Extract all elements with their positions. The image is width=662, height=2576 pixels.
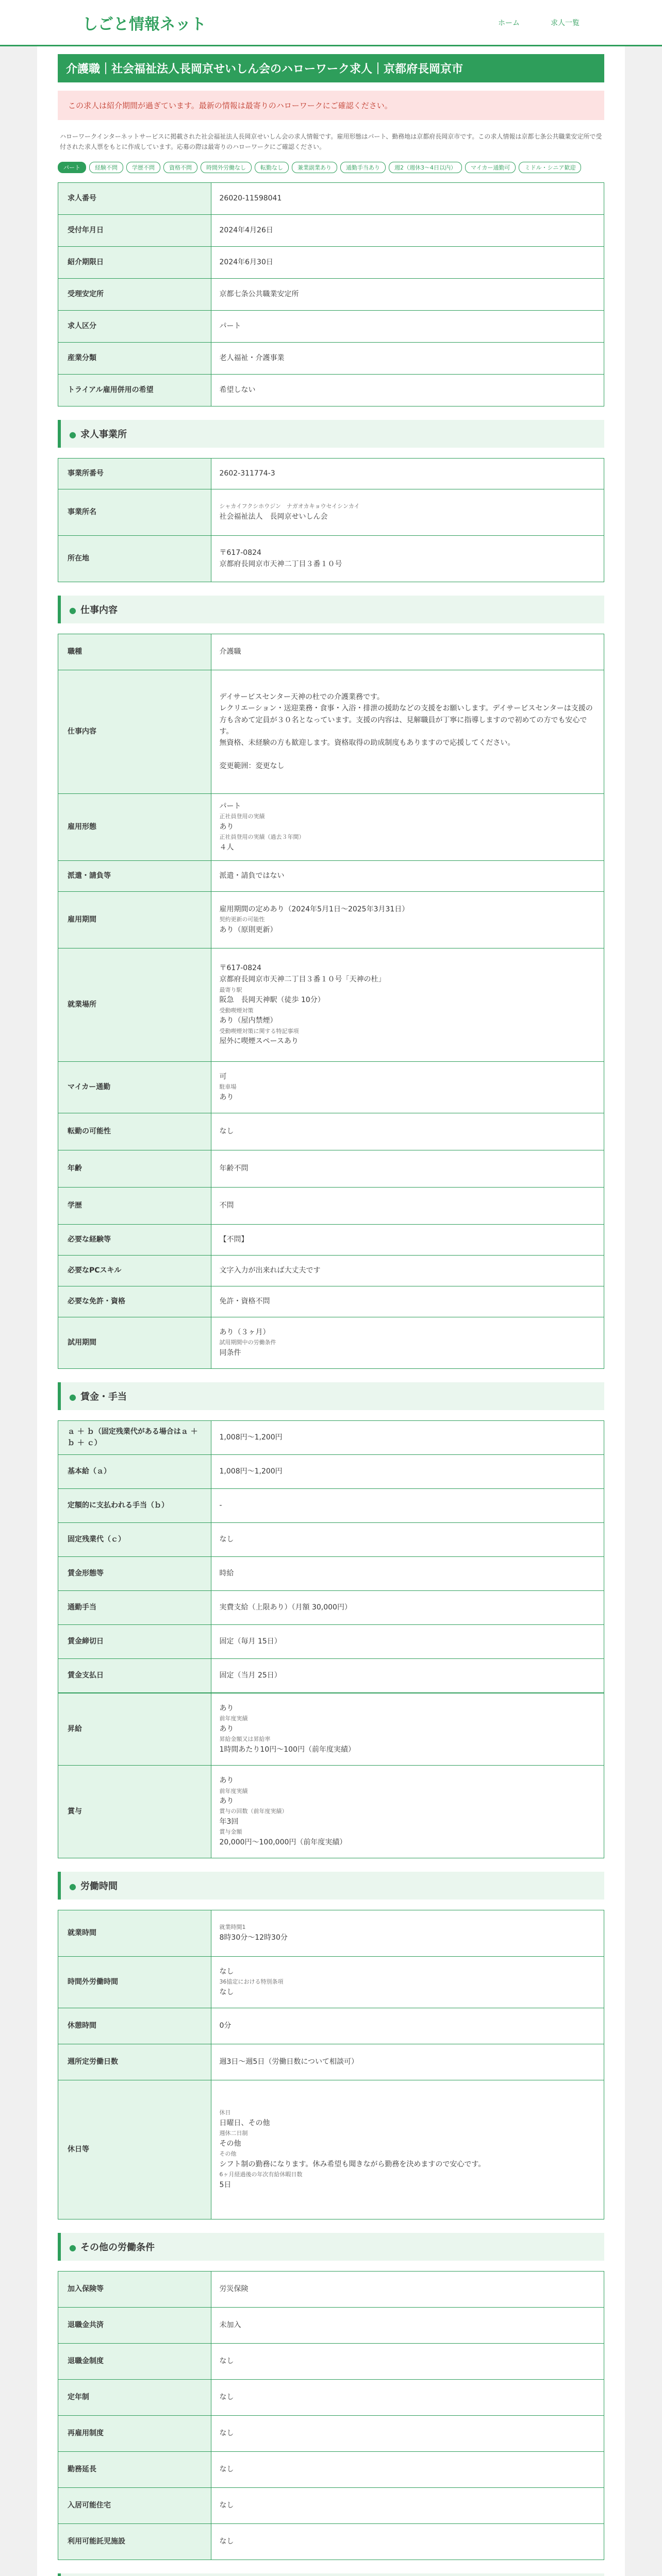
license-label: 必要な免許・資格	[58, 1286, 211, 1317]
row-label: 定年制	[58, 2379, 211, 2415]
row-value: 1,008円〜1,200円	[211, 1420, 604, 1454]
row-value: 2024年4月26日	[211, 214, 604, 246]
site-logo[interactable]: しごと情報ネット	[82, 15, 206, 33]
employment-type-label: 雇用形態	[58, 793, 211, 860]
feature-tag: 転勤なし	[255, 162, 289, 173]
row-label: 退職金共済	[58, 2307, 211, 2343]
row-value: なし	[211, 2523, 604, 2560]
row-label: 基本給（ａ）	[58, 1454, 211, 1488]
row-label: 賃金支払日	[58, 1658, 211, 1692]
row-value: なし	[211, 1522, 604, 1556]
hours-table	[58, 1910, 604, 2219]
holiday-value: 日曜日、その他	[219, 2119, 270, 2127]
regular-hire-count-value: ４人	[219, 843, 234, 852]
section-office-heading: ● 求人事業所	[58, 420, 604, 448]
car-commute-value: 可	[219, 1073, 227, 1081]
job-type-value: 介護職	[211, 634, 604, 670]
regular-hire-count-sublabel: 正社員登用の実績（過去３年間）	[219, 834, 305, 841]
row-value: 実費支給（上限あり）（月額 30,000円）	[211, 1590, 604, 1624]
feature-tag: マイカー通勤可	[465, 162, 516, 173]
raise-prev-value: あり	[219, 1725, 234, 1734]
row-value: -	[211, 1488, 604, 1522]
dispatch-label: 派遣・請負等	[58, 860, 211, 891]
wage-extra-table	[58, 1693, 604, 1858]
table-row	[58, 1522, 604, 1556]
dispatch-value: 派遣・請負ではない	[211, 860, 604, 891]
row-value: 1,008円〜1,200円	[211, 1454, 604, 1488]
table-row	[58, 214, 604, 246]
feature-tag: 兼業副業あり	[292, 162, 337, 173]
feature-tag: 資格不問	[163, 162, 197, 173]
row-value: 26020-11598041	[211, 182, 604, 214]
row-value: 労災保険	[211, 2271, 604, 2307]
row-label: 加入保険等	[58, 2271, 211, 2307]
holiday-sublabel: 休日	[219, 2109, 231, 2116]
work-days-value: 週3日〜週5日（労働日数について相談可）	[211, 2044, 604, 2080]
row-value: なし	[211, 2487, 604, 2523]
car-commute-label: マイカー通勤	[58, 1061, 211, 1113]
weekly-two-days-sublabel: 週休二日制	[219, 2130, 248, 2137]
age-label: 年齢	[58, 1150, 211, 1187]
workplace-label: 就業場所	[58, 948, 211, 1061]
section-other-heading: ● その他の労働条件	[58, 2233, 604, 2261]
job-table	[58, 634, 604, 1369]
overtime-special-value: なし	[219, 1988, 234, 1997]
basic-info-table	[58, 182, 604, 406]
top-bar	[0, 0, 662, 46]
work-time-value: 8時30分〜12時30分	[219, 1933, 288, 1942]
holiday-other-sublabel: その他	[219, 2150, 237, 2158]
table-row	[58, 1454, 604, 1488]
paid-leave-value: 5日	[219, 2180, 231, 2189]
office-name-value: 社会福祉法人 長岡京せいしん会	[219, 512, 328, 521]
job-type-label: 職種	[58, 634, 211, 670]
table-row	[58, 2271, 604, 2307]
feature-tag: ミドル・シニア歓迎	[519, 162, 581, 173]
station-sublabel: 最寄り駅	[219, 986, 242, 993]
pc-skill-label: 必要なPCスキル	[58, 1255, 211, 1286]
row-label: 勤務延長	[58, 2451, 211, 2487]
table-row	[58, 310, 604, 342]
nav-home-link[interactable]: ホーム	[498, 19, 520, 27]
row-label: ａ ＋ ｂ（固定残業代がある場合はａ ＋ ｂ ＋ ｃ）	[58, 1420, 211, 1454]
section-wage-heading: ● 賃金・手当	[58, 1382, 604, 1410]
table-row	[58, 2415, 604, 2451]
table-row	[58, 278, 604, 310]
row-value: 2024年6月30日	[211, 246, 604, 278]
feature-tag: 時間外労働なし	[201, 162, 252, 173]
table-row	[58, 2487, 604, 2523]
row-label: 利用可能託児施設	[58, 2523, 211, 2560]
office-address-value: 〒617-0824 京都府長岡京市天神二丁目３番１０号	[211, 535, 604, 582]
table-row	[58, 374, 604, 406]
office-table	[58, 458, 604, 582]
bonus-amount-sublabel: 賞与金額	[219, 1828, 242, 1836]
raise-amount-sublabel: 昇給金額又は昇給率	[219, 1736, 271, 1743]
work-time-sublabel: 就業時間1	[219, 1924, 246, 1931]
table-row	[58, 246, 604, 278]
office-name-label: 事業所名	[58, 489, 211, 535]
raise-amount-value: 1時間あたり10円〜100円（前年度実績）	[219, 1745, 355, 1754]
row-label: 賃金締切日	[58, 1624, 211, 1658]
job-content-label: 仕事内容	[58, 670, 211, 793]
table-row	[58, 342, 604, 374]
renewal-sublabel: 契約更新の可能性	[219, 916, 265, 923]
bonus-count-sublabel: 賞与の回数（前年度実績）	[219, 1808, 288, 1815]
holiday-other-value: シフト制の勤務になります。休み希望も聞きながら勤務を決めますので安心です。	[219, 2160, 486, 2168]
job-content-value: デイサービスセンター天神の杜での介護業務です。 レクリエーション・送迎業務・食事・入浴・排泄の援助などの支援をお願いします。デイサービスセンターは支援の方も含めて定員が３０名となっています。支援の内容は、見解職員が丁寧に指導しますので初めての方でも安心です。 無資格、未経験の方も歓迎します。資格取得の助成制度もありますので応援してください。 変更範囲：変更なし	[211, 670, 604, 793]
intro-text: ハローワークインターネットサービスに掲載された社会福祉法人長岡京せいしん会の求人情報です。雇用形態はパート、勤務地は京都府長岡京市です。この求人情報は京都七条公共職業安定所で受付された求人票をもとに作成しています。応募の際は最寄りのハローワークにご確認ください。	[60, 133, 602, 151]
page-title: 介護職｜社会福祉法人長岡京せいしん会のハローワーク求人｜京都府長岡京市	[58, 54, 604, 82]
smoking-note-value: 屋外に喫煙スペースあり	[219, 1037, 299, 1046]
row-label: 固定残業代（ｃ）	[58, 1522, 211, 1556]
license-value: 免許・資格不問	[211, 1286, 604, 1317]
smoking-value: あり（屋内禁煙）	[219, 1016, 277, 1025]
education-value: 不問	[211, 1187, 604, 1224]
parking-sublabel: 駐車場	[219, 1083, 237, 1091]
trial-sublabel: 試用期間中の労働条件	[219, 1339, 276, 1346]
table-row	[58, 1556, 604, 1590]
row-value: なし	[211, 2415, 604, 2451]
feature-tag: 学歴不問	[126, 162, 160, 173]
nav-job-list-link[interactable]: 求人一覧	[551, 19, 580, 27]
transfer-label: 転勤の可能性	[58, 1113, 211, 1150]
row-value: 固定（当月 25日）	[211, 1658, 604, 1692]
period-value: 雇用期間の定めあり（2024年5月1日～2025年3月31日）	[219, 905, 409, 914]
bonus-count-value: 年3回	[219, 1818, 239, 1826]
row-label: 定額的に支払われる手当（ｂ）	[58, 1488, 211, 1522]
parking-value: あり	[219, 1093, 234, 1102]
row-label: 紹介期限日	[58, 246, 211, 278]
bonus-prev-value: あり	[219, 1797, 234, 1806]
row-label: トライアル雇用併用の希望	[58, 374, 211, 406]
other-conditions-table	[58, 2271, 604, 2560]
row-label: 産業分類	[58, 342, 211, 374]
row-label: 求人区分	[58, 310, 211, 342]
office-address-label: 所在地	[58, 535, 211, 582]
work-days-label: 週所定労働日数	[58, 2044, 211, 2080]
trial-condition-value: 同条件	[219, 1349, 241, 1358]
table-row	[58, 1488, 604, 1522]
expired-warning: この求人は紹介期間が過ぎています。最新の情報は最寄りのハローワークにご確認ください。	[58, 91, 604, 120]
experience-value: 【不問】	[211, 1224, 604, 1255]
feature-tag: パート	[58, 162, 86, 173]
period-label: 雇用期間	[58, 891, 211, 948]
office-name-kana: シャカイフクシホウジン ナガオカキョウセイシンカイ	[219, 503, 360, 510]
row-value: 未加入	[211, 2307, 604, 2343]
trial-value: あり（３ヶ月）	[219, 1328, 270, 1337]
table-row	[58, 1590, 604, 1624]
raise-label: 昇給	[58, 1693, 211, 1765]
regular-hire-sublabel: 正社員登用の実績	[219, 813, 265, 820]
overtime-label: 時間外労働時間	[58, 1956, 211, 2008]
weekly-two-days-value: その他	[219, 2139, 241, 2148]
bonus-prev-sublabel: 前年度実績	[219, 1787, 248, 1794]
raise-prev-sublabel: 前年度実績	[219, 1715, 248, 1722]
feature-tag: 週2（週休3～4日以内）	[389, 162, 462, 173]
row-label: 受理安定所	[58, 278, 211, 310]
row-label: 受付年月日	[58, 214, 211, 246]
office-no-label: 事業所番号	[58, 458, 211, 489]
smoking-note-sublabel: 受動喫煙対策に関する特記事項	[219, 1027, 299, 1035]
station-value: 阪急 長岡天神駅（徒歩 10分）	[219, 996, 325, 1005]
bonus-label: 賞与	[58, 1765, 211, 1858]
work-time-label: 就業時間	[58, 1910, 211, 1956]
education-label: 学歴	[58, 1187, 211, 1224]
feature-tag: 通勤手当あり	[340, 162, 386, 173]
row-label: 退職金制度	[58, 2343, 211, 2379]
main-content	[37, 46, 625, 2576]
smoking-sublabel: 受動喫煙対策	[219, 1007, 254, 1014]
employment-type-value: パート	[219, 802, 241, 811]
overtime-value: なし	[219, 1968, 234, 1976]
section-hours-heading: ● 労働時間	[58, 1872, 604, 1900]
bonus-amount-value: 20,000円〜100,000円（前年度実績）	[219, 1838, 347, 1847]
row-value: 時給	[211, 1556, 604, 1590]
row-value: 固定（毎月 15日）	[211, 1624, 604, 1658]
row-label: 入居可能住宅	[58, 2487, 211, 2523]
transfer-value: なし	[211, 1113, 604, 1150]
table-row	[58, 1658, 604, 1692]
feature-tag: 経験不問	[89, 162, 123, 173]
break-label: 休憩時間	[58, 2008, 211, 2044]
table-row	[58, 2307, 604, 2343]
table-row	[58, 2379, 604, 2415]
row-value: 老人福祉・介護事業	[211, 342, 604, 374]
row-label: 求人番号	[58, 182, 211, 214]
renewal-value: あり（原則更新）	[219, 926, 277, 935]
table-row	[58, 1420, 604, 1454]
overtime-sublabel: 36協定における特別条項	[219, 1978, 284, 1986]
experience-label: 必要な経験等	[58, 1224, 211, 1255]
raise-value: あり	[219, 1704, 234, 1713]
section-company-heading	[58, 2573, 604, 2576]
holiday-label: 休日等	[58, 2080, 211, 2219]
section-job-heading: ● 仕事内容	[58, 596, 604, 623]
paid-leave-sublabel: 6ヶ月経過後の年次有給休暇日数	[219, 2171, 303, 2178]
table-row	[58, 2523, 604, 2560]
row-value: なし	[211, 2451, 604, 2487]
age-value: 年齢不問	[211, 1150, 604, 1187]
regular-hire-value: あり	[219, 823, 234, 832]
row-label: 再雇用制度	[58, 2415, 211, 2451]
office-no-value: 2602-311774-3	[211, 458, 604, 489]
row-value: 希望しない	[211, 374, 604, 406]
feature-tags	[58, 159, 604, 182]
table-row	[58, 182, 604, 214]
row-value: パート	[211, 310, 604, 342]
pc-skill-value: 文字入力が出来れば大丈夫です	[211, 1255, 604, 1286]
row-value: なし	[211, 2343, 604, 2379]
row-label: 通勤手当	[58, 1590, 211, 1624]
table-row	[58, 1624, 604, 1658]
bonus-value: あり	[219, 1776, 234, 1785]
workplace-value: 〒617-0824 京都府長岡京市天神二丁目３番１０号「天神の杜」	[219, 963, 386, 984]
wage-table	[58, 1420, 604, 1693]
table-row	[58, 2343, 604, 2379]
top-nav	[498, 18, 580, 28]
table-row	[58, 2451, 604, 2487]
row-value: 京都七条公共職業安定所	[211, 278, 604, 310]
row-value: なし	[211, 2379, 604, 2415]
trial-label: 試用期間	[58, 1317, 211, 1368]
break-value: 0分	[211, 2008, 604, 2044]
row-label: 賃金形態等	[58, 1556, 211, 1590]
